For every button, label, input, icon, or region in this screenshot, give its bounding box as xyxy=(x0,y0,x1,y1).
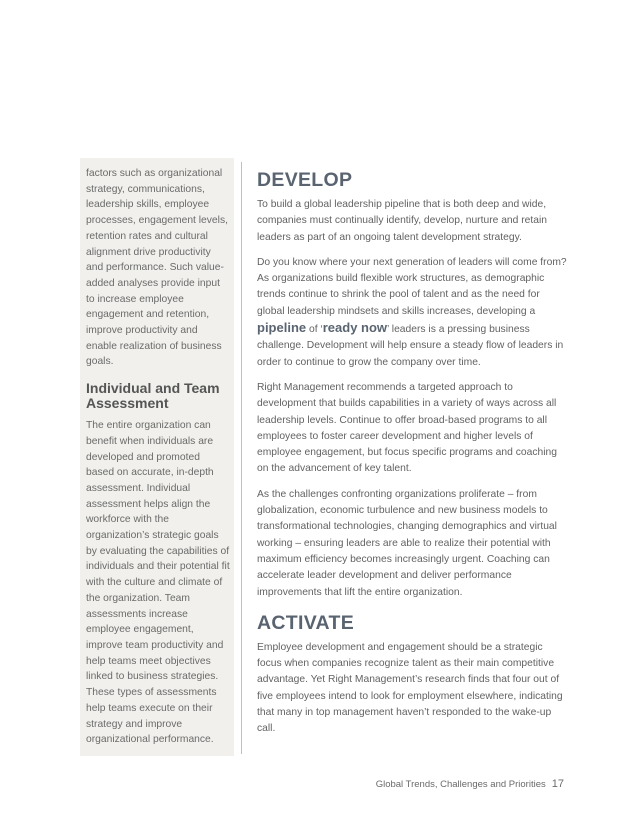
footer-title: Global Trends, Challenges and Priorities xyxy=(375,779,546,790)
sidebar-box xyxy=(80,158,234,756)
pipeline-emphasis: pipeline xyxy=(257,320,307,336)
page-number: 17 xyxy=(551,778,564,790)
develop-p2-of: of ‘ xyxy=(306,324,323,336)
page-footer xyxy=(376,778,564,790)
column-divider xyxy=(241,162,242,754)
sidebar-heading: Individual and Team Assessment xyxy=(86,380,220,412)
ready-now-emphasis: ready now xyxy=(322,320,388,336)
activate-paragraph-1: Employee development and engagement should be a strategic focus when companies recognize talent as their main competitive advantage. Yet Right Management’s research finds that four out of five employees intend to look for employment elsewhere, indicating that many in top management haven’t responded to the wake-up call. xyxy=(257,641,563,735)
main-column xyxy=(257,168,569,747)
develop-p2-end: ’ leaders is a pressing business challenge. Development will help ensure a steady flow of leaders in order to continue to grow the company over time. xyxy=(257,324,564,368)
develop-p2-start: Do you know where your next generation of leaders will come from? As organizations build flexible work structures, as demographic trends continue to shrink the pool of talent and as the need for global leadership mindsets and skills increases, developing a xyxy=(257,256,567,317)
develop-paragraph-4: As the challenges confronting organizations proliferate – from globalization, economic turbulence and new business models to transformational technologies, changing demographics and virtual working – ensuring leaders are able to realize their potential with maximum efficiency becomes increasingly urgent. Coaching can accelerate leader development and deliver performance improvements that lift the entire organization. xyxy=(257,488,557,598)
develop-paragraph-3: Right Management recommends a targeted approach to development that builds capabilities in a variety of ways across all leadership levels. Continue to offer broad-based programs to all employees to foster career development and higher levels of employee engagement, but focus specific programs and coaching on the advancement of key talent. xyxy=(257,381,557,475)
activate-heading: ACTIVATE xyxy=(257,611,355,634)
sidebar-body-paragraph: The entire organization can benefit when individuals are developed and promoted based on accurate, in-depth assessment. Individual assessment helps align the workforce with the organization’s strategic goals by evaluating the capabilities of individuals and their potential fit with the culture and climate of the organization. Team assessments increase employee engagement, improve team productivity and help teams meet objectives linked to business strategies. These types of assessments help teams execute on their strategy and improve organizational performance. xyxy=(86,420,230,746)
develop-paragraph-1: To build a global leadership pipeline that is both deep and wide, companies must continually identify, develop, nurture and retain leaders as part of an ongoing talent development strategy. xyxy=(257,199,548,243)
develop-heading: DEVELOP xyxy=(257,169,353,191)
develop-paragraph-2 xyxy=(257,255,569,371)
sidebar-intro-paragraph: factors such as organizational strategy, communications, leadership skills, employee processes, engagement levels, retention rates and cultural alignment drive productivity and performance. Such value-added analyses provide input to increase employee engagement and retention, improve productivity and enable realization of business goals. xyxy=(86,168,228,368)
